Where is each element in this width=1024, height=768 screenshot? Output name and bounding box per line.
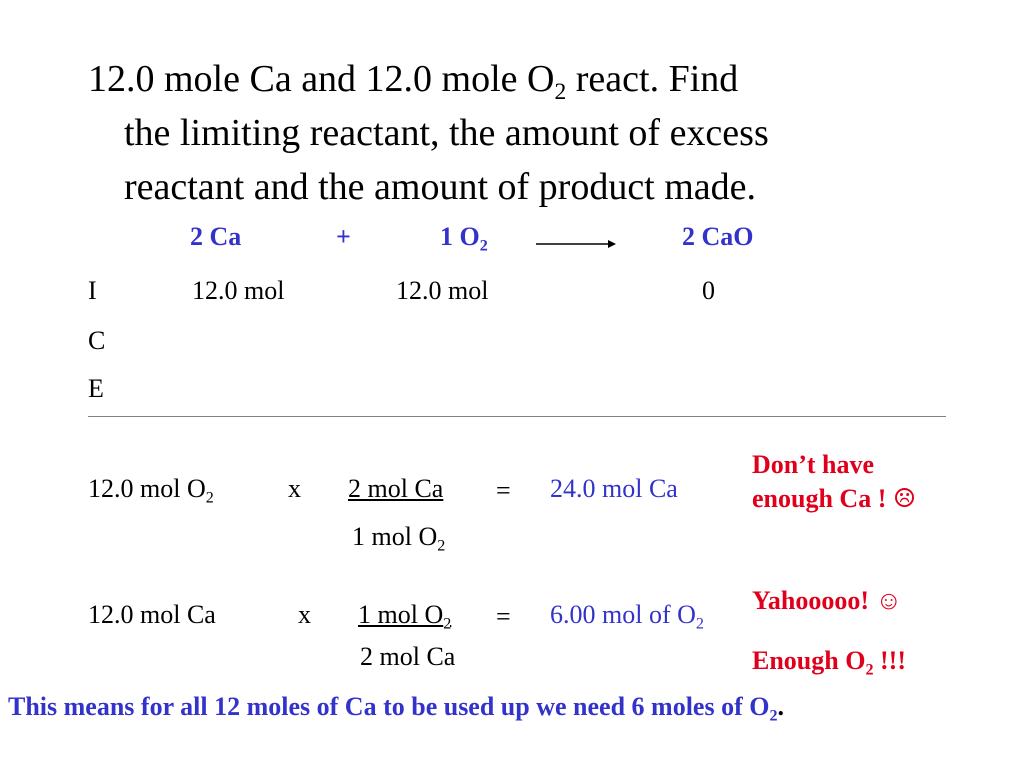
conclusion-text: This means for all 12 moles of Ca to be used up we need 6 moles of $O_2$.: [8, 692, 785, 725]
note-not-enough-ca: Don’t have enough Ca ! ☹: [752, 450, 917, 513]
reaction-arrow-icon: [536, 238, 616, 250]
ice-initial-o2: 12.0 mol: [396, 276, 489, 305]
calc1-numerator: 2 mol Ca: [348, 474, 444, 503]
note-yahoo: Yahooooo! ☺: [752, 586, 903, 615]
ice-initial-ca: 12.0 mol: [192, 276, 285, 305]
calc2-result: 6.00 mol of $O_2$: [550, 600, 704, 633]
calc2-denominator: 2 mol Ca: [360, 642, 456, 671]
calc1-denominator: 1 mol $O_2$: [352, 522, 446, 555]
calc2-given: 12.0 mol Ca: [88, 600, 216, 629]
sad-face-icon: ☹: [892, 484, 917, 513]
calc1-result: 24.0 mol Ca: [550, 474, 678, 503]
equation-plus: +: [336, 222, 351, 251]
ice-label-initial: I: [88, 276, 97, 305]
question-line-2: the limiting reactant, the amount of excess: [124, 112, 769, 154]
question-line-1: 12.0 mole Ca and 12.0 mole $O_2$ react. Find: [88, 58, 739, 106]
equation-reactant-o2: 1 $O_2$: [440, 222, 488, 255]
equation-product-cao: 2 CaO: [682, 222, 754, 251]
divider-line: [88, 416, 946, 417]
calc1-times: x: [288, 474, 301, 503]
calc2-times: x: [298, 600, 311, 629]
question-line-3: reactant and the amount of product made.: [124, 166, 757, 208]
calc2-numerator: 1 mol $O_2$: [358, 600, 452, 633]
calc1-given: 12.0 mol $O_2$: [88, 474, 214, 507]
calc1-equals: =: [496, 476, 511, 505]
ice-initial-cao: 0: [702, 276, 715, 305]
question-text: [88, 52, 769, 214]
note-enough-o2: Enough $O_2$ !!!: [752, 646, 906, 679]
ice-label-change: C: [88, 326, 106, 355]
ice-label-end: E: [88, 374, 104, 403]
equation-reactant-ca: 2 Ca: [190, 222, 242, 251]
smile-face-icon: ☺: [875, 586, 903, 615]
calc2-equals: =: [496, 602, 511, 631]
